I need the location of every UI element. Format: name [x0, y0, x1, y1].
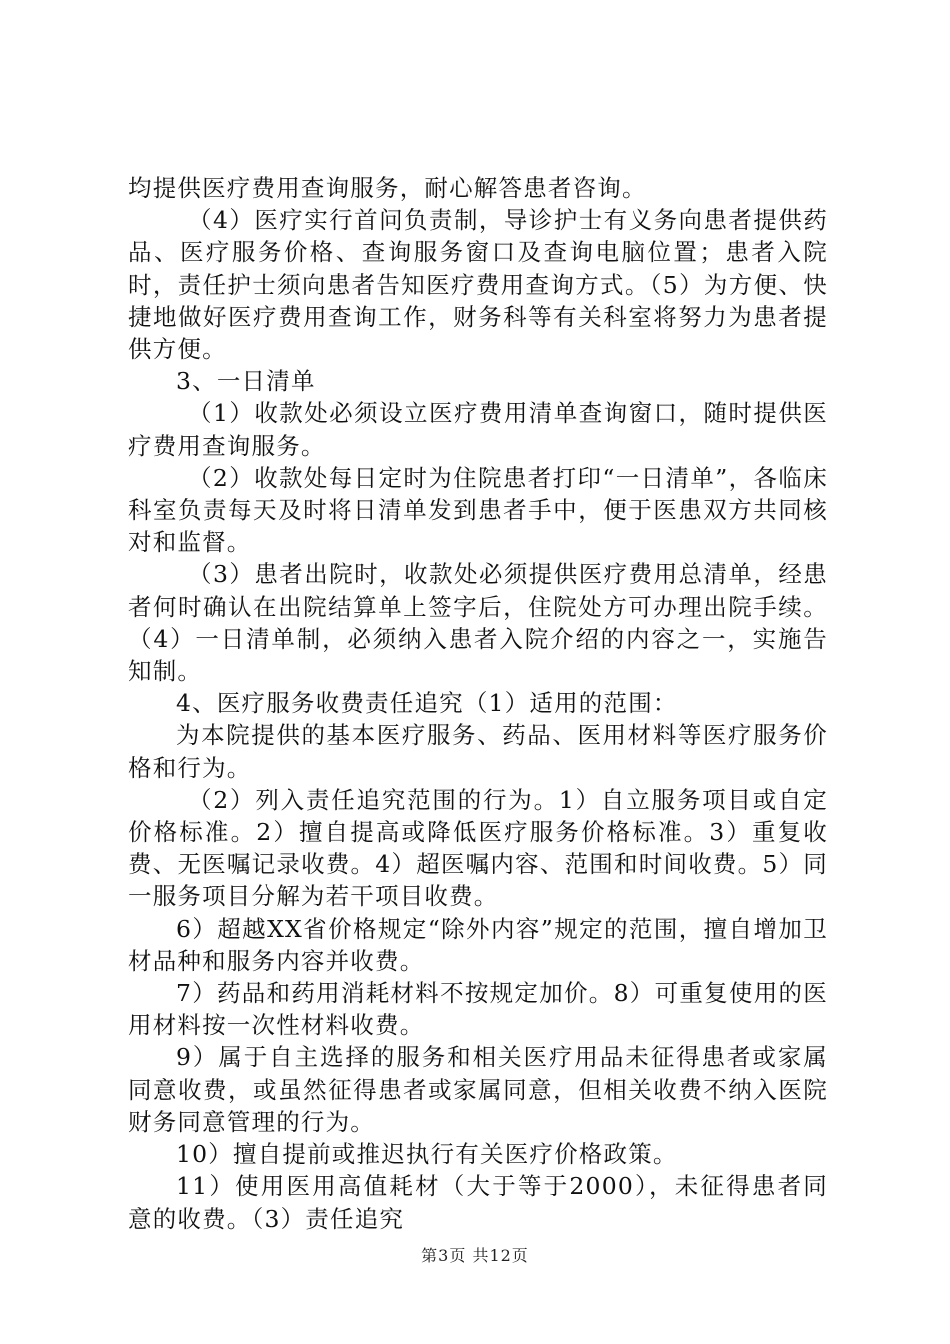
- paragraph-p1: 均提供医疗费用查询服务，耐心解答患者咨询。: [128, 174, 647, 202]
- paragraph-p9: （2）列入责任追究范围的行为。1）自立服务项目或自定价格标准。2）擅自提高或降低医疗服务价格标准。3）重复收费、无医嘱记录收费。4）超医嘱内容、范围和时间收费。5）同一服务项目分解为若干项目收费。: [128, 785, 828, 911]
- paragraph-p8: 为本院提供的基本医疗服务、药品、医用材料等医疗服务价格和行为。: [128, 721, 828, 782]
- paragraph-p12: 9）属于自主选择的服务和相关医疗用品未征得患者或家属同意收费，或虽然征得患者或家属同意，但相关收费不纳入医院财务同意管理的行为。: [128, 1043, 828, 1136]
- paragraph-p4: （1）收款处必须设立医疗费用清单查询窗口，随时提供医疗费用查询服务。: [128, 399, 828, 460]
- section-heading-fee-accountability: 4、医疗服务收费责任追究（1）适用的范围：: [176, 689, 678, 718]
- paragraph-p2: （4）医疗实行首问负责制，导诊护士有义务向患者提供药品、医疗服务价格、查询服务窗口及查询电脑位置；患者入院时，责任护士须向患者告知医疗费用查询方式。（5）为方便、快捷地做好医疗费用查询工作，财务科等有关科室将努力为患者提供方便。: [128, 206, 828, 364]
- paragraph-p5: （2）收款处每日定时为住院患者打印“一日清单”，各临床科室负责每天及时将日清单发到患者手中，便于医患双方共同核对和监督。: [128, 463, 828, 557]
- paragraph-p6: （3）患者出院时，收款处必须提供医疗费用总清单，经患者何时确认在出院结算单上签字后，住院处方可办理出院手续。（4）一日清单制，必须纳入患者入院介绍的内容之一，实施告知制。: [128, 560, 828, 686]
- paragraph-p13: 10）擅自提前或推迟执行有关医疗价格政策。: [176, 1140, 678, 1169]
- section-heading-daily-list: 3、一日清单: [176, 367, 316, 396]
- document-body: [128, 172, 828, 1235]
- paragraph-p10: 6）超越XX省价格规定“除外内容”规定的范围，擅自增加卫材品种和服务内容并收费。: [128, 914, 828, 975]
- paragraph-p11: 7）药品和药用消耗材料不按规定加价。8）可重复使用的医用材料按一次性材料收费。: [128, 979, 828, 1040]
- paragraph-p14: 11）使用医用高值耗材（大于等于2000），未征得患者同意的收费。（3）责任追究: [128, 1172, 828, 1233]
- page-number-footer: 第3页 共12页: [421, 1246, 529, 1265]
